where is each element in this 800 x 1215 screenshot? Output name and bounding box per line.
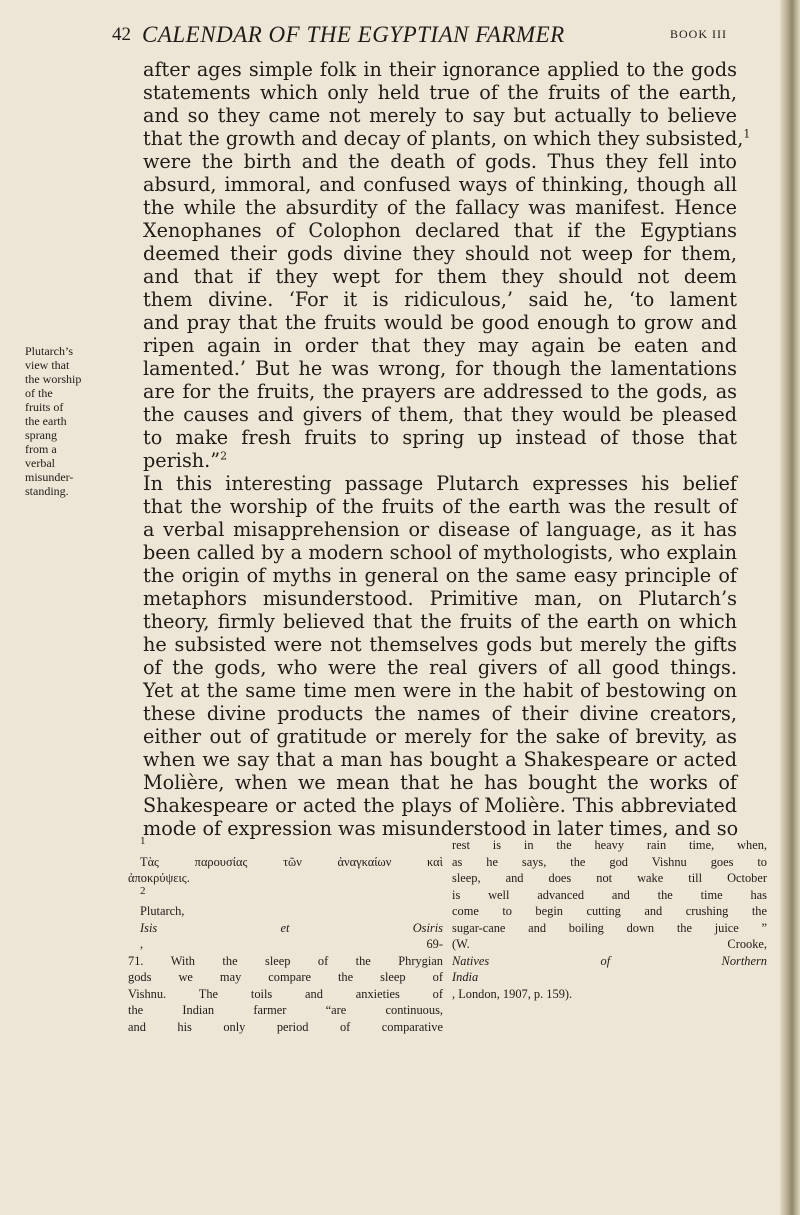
text-line: the origin of myths in general on the same easy principle of	[143, 564, 737, 587]
text-line: the while the absurdity of the fallacy was manifest. Hence	[143, 196, 737, 219]
margin-note-line: the worship	[25, 372, 82, 386]
margin-note-line: of the	[25, 386, 53, 400]
text-line: when we say that a man has bought a Shakespeare or acted	[143, 748, 737, 771]
margin-note	[25, 344, 135, 498]
text-line: Molière, when we mean that he has bought the works of	[143, 771, 737, 794]
text-line: Yet at the same time men were in the habit of bestowing on	[143, 679, 737, 702]
running-header	[112, 22, 777, 52]
page-number: 42	[112, 24, 131, 45]
footnote-line: India , London, 1907, p. 159).	[452, 970, 573, 1001]
text-line: Shakespeare or acted the plays of Molière. This abbreviated	[143, 794, 737, 817]
margin-note-line: sprang	[25, 428, 57, 442]
footnote-line: ἀποκρύψεις.	[128, 871, 190, 885]
footnote-line: sleep, and does not wake till October	[452, 871, 767, 885]
footnote-line: as he says, the god Vishnu goes to	[452, 854, 767, 869]
margin-note-line: fruits of	[25, 400, 64, 414]
margin-note-line: the earth	[25, 414, 67, 428]
book-label: BOOK III	[670, 27, 727, 41]
text-line: absurd, immoral, and confused ways of thinking, though all	[143, 173, 737, 196]
running-title: CALENDAR OF THE EGYPTIAN FARMER	[142, 22, 565, 47]
footnote-line: the Indian farmer “are continuous,	[128, 1003, 443, 1017]
text-line: and that if they wept for them they should not deem	[143, 265, 737, 288]
footnote-line: 71. With the sleep of the Phrygian	[128, 953, 443, 968]
footnote-line: gods we may compare the sleep of	[128, 970, 443, 984]
text-line: of the gods, who were the real givers of all good things.	[143, 656, 737, 679]
margin-note-line: from a	[25, 442, 57, 456]
footnote-mark: 2	[140, 884, 146, 897]
text-line: that the growth and decay of plants, on which they subsisted,$^1$	[143, 127, 751, 150]
text-line: mode of expression was misunderstood in later times, and so	[143, 817, 739, 840]
margin-note-line: misunder-	[25, 470, 74, 484]
text-line: the causes and givers of them, that they would be pleased	[143, 403, 737, 426]
footnote-line: rest is in the heavy rain time, when,	[452, 838, 767, 852]
text-line: deemed their gods divine they should not weep for them,	[143, 242, 737, 265]
footnote-line: and his only period of comparative	[128, 1019, 443, 1034]
page-edge	[780, 0, 800, 1215]
text-line: and pray that the fruits would be good enough to grow and	[143, 311, 737, 334]
text-line: lamented.’ But he was wrong, for though the lamentations	[143, 357, 737, 380]
footnote-line: sugar-cane and boiling down the juice ”	[452, 920, 767, 935]
footnote-line: come to begin cutting and crushing the	[452, 904, 767, 918]
text-line: a verbal misapprehension or disease of language, as it has	[143, 518, 737, 541]
text-line: Xenophanes of Colophon declared that if the Egyptians	[143, 219, 737, 242]
text-line: theory, firmly believed that the fruits of the earth on which	[143, 610, 737, 633]
text-line: ripen again in order that they may again be eaten and	[143, 334, 737, 357]
footnote-line: Vishnu. The toils and anxieties of	[128, 986, 443, 1001]
text-line: perish.”$^2$	[143, 449, 228, 472]
footnote-line: $^2$ Plutarch, Isis et Osiris , 69-	[140, 884, 443, 951]
text-line: and so they came not merely to say but actually to believe	[143, 104, 737, 127]
paragraph-start: In this interesting passage Plutarch expresses his belief	[143, 472, 737, 495]
footnotes-left-column	[128, 834, 443, 1035]
text-line: are for the fruits, the prayers are addressed to the gods, as	[143, 380, 737, 403]
footnote-line: is well advanced and the time has	[452, 887, 767, 902]
main-text	[143, 58, 751, 840]
margin-note-line: Plutarch’s	[25, 344, 73, 358]
footnote-line: (W. Crooke, Natives of Northern	[452, 937, 767, 968]
footnotes-right-column	[452, 837, 767, 1002]
margin-note-line: verbal	[25, 456, 55, 470]
text-line: either out of gratitude or merely for the sake of brevity, as	[143, 725, 737, 748]
text-line: to make fresh fruits to spring up instead of those that	[143, 426, 737, 449]
margin-note-line: view that	[25, 358, 70, 372]
margin-note-line: standing.	[25, 484, 69, 498]
footnote-mark: 2	[220, 449, 228, 463]
text-line: them divine. ‘For it is ridiculous,’ said he, ‘to lament	[143, 288, 737, 311]
text-line: that the worship of the fruits of the earth was the result of	[143, 495, 737, 518]
text-line: after ages simple folk in their ignorance applied to the gods	[143, 58, 737, 81]
text-line: were the birth and the death of gods. Thus they fell into	[143, 150, 737, 173]
text-line: these divine products the names of their divine creators,	[143, 702, 737, 725]
text-line: metaphors misunderstood. Primitive man, on Plutarch’s	[143, 587, 737, 610]
footnote-mark: 1	[140, 834, 146, 847]
text-line: been called by a modern school of mythologists, who explain	[143, 541, 737, 564]
text-line: he subsisted were not themselves gods but merely the gifts	[143, 633, 737, 656]
text-line: statements which only held true of the fruits of the earth,	[143, 81, 737, 104]
footnote-mark: 1	[743, 127, 751, 141]
footnote-line: $^1$ Τὰς παρουσίας τῶν ἀναγκαίων καὶ	[140, 834, 443, 869]
